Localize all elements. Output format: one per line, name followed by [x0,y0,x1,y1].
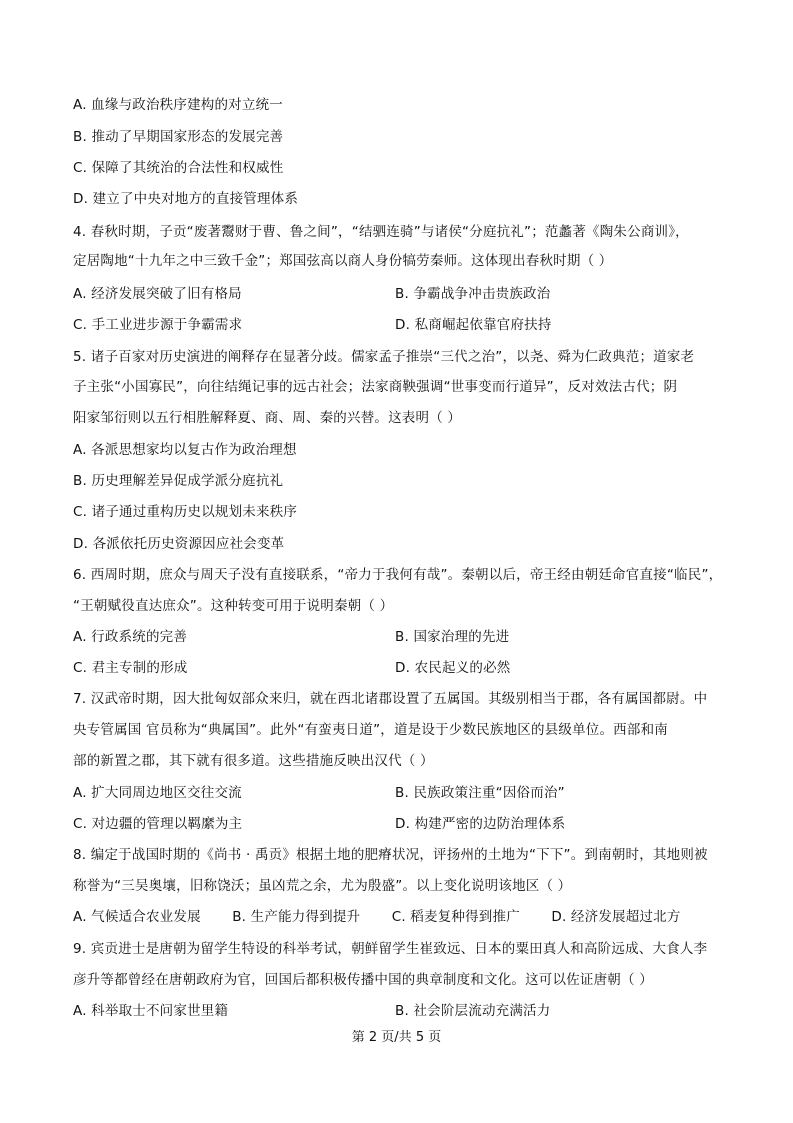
q5-stem-line2: 子主张“小国寡民”，向往结绳记事的远古社会；法家商鞅强调“世事变而行道异”，反对效法古代；阴 [73,379,678,395]
q3-option-d: D. 建立了中央对地方的直接管理体系 [73,191,299,207]
q5-option-d: D. 各派依托历史资源因应社会变革 [73,536,285,552]
q8-options: A. 气候适合农业发展 B. 生产能力得到提升 C. 稻麦复种得到推广 D. 经济发展超过北方 [73,909,681,925]
q4-option-b: B. 争霸战争冲击贵族政治 [395,286,551,302]
q7-option-c: C. 对边疆的管理以羁縻为主 [73,816,243,832]
q9-option-a: A. 科举取士不问家世里籍 [73,1003,229,1019]
q3-option-b: B. 推动了早期国家形态的发展完善 [73,129,284,145]
q9-stem-line1: 9. 宾贡进士是唐朝为留学生特设的科举考试，朝鲜留学生崔致远、日本的粟田真人和高阶远成、大食人李 [73,941,708,957]
q4-option-d: D. 私商崛起依靠官府扶持 [395,317,552,333]
q4-option-c: C. 手工业进步源于争霸需求 [73,317,243,333]
q4-stem-line2: 定居陶地“十九年之中三致千金”；郑国弦高以商人身份犒劳秦师。这体现出春秋时期（ ） [73,253,613,269]
q4-option-a: A. 经济发展突破了旧有格局 [73,286,242,302]
q7-stem-line1: 7. 汉武帝时期，因大批匈奴部众来归，就在西北诸郡设置了五属国。其级别相当于郡，各有属国都尉。中 [73,691,708,707]
q3-option-c: C. 保障了其统治的合法性和权威性 [73,160,284,176]
q6-stem-line1: 6. 西周时期，庶众与周天子没有直接联系，“帝力于我何有哉”。秦朝以后，帝王经由朝廷命官直接“临民”， [73,567,723,583]
q7-stem-line2: 央专管属国 官员称为“典属国”。此外“有蛮夷日道”，道是设于少数民族地区的县级单位。西部和南 [73,722,668,738]
q5-option-a: A. 各派思想家均以复古作为政治理想 [73,442,297,458]
q4-stem-line1: 4. 春秋时期，子贡“废著鬻财于曹、鲁之间”，“结驷连骑”与诸侯“分庭抗礼”；范蠡著《陶朱公商训》， [73,224,689,240]
q5-option-b: B. 历史理解差异促成学派分庭抗礼 [73,473,284,489]
q9-option-b: B. 社会阶层流动充满活力 [395,1003,551,1019]
q3-option-a: A. 血缘与政治秩序建构的对立统一 [73,97,283,113]
q8-stem-line2: 称誉为“三吴奥壤，旧称饶沃；虽凶荒之余，尤为殷盛”。以上变化说明该地区（ ） [73,878,572,894]
page-footer: 第 2 页/共 5 页 [351,1030,442,1045]
q6-option-a: A. 行政系统的完善 [73,629,188,645]
q6-option-d: D. 农民起义的必然 [395,660,511,676]
q7-option-b: B. 民族政策注重“因俗而治” [395,785,565,801]
q6-option-c: C. 君主专制的形成 [73,660,188,676]
q7-stem-line3: 部的新置之郡，其下就有很多道。这些措施反映出汉代（ ） [73,753,434,769]
q6-option-b: B. 国家治理的先进 [395,629,510,645]
q5-option-c: C. 诸子通过重构历史以规划未来秩序 [73,504,298,520]
q9-stem-line2: 彦升等都曾经在唐朝政府为官，回国后都积极传播中国的典章制度和文化。这可以佐证唐朝（ ） [73,972,653,988]
q7-option-a: A. 扩大同周边地区交往交流 [73,785,242,801]
q5-stem-line1: 5. 诸子百家对历史演进的阐释存在显著分歧。儒家孟子推崇“三代之治”，以尧、舜为仁政典范；道家老 [73,349,695,365]
q6-stem-line2: “王朝赋役直达庶众”。这种转变可用于说明秦朝（ ） [73,598,394,614]
q5-stem-line3: 阳家邹衍则以五行相胜解释夏、商、周、秦的兴替。这表明（ ） [73,410,462,426]
q7-option-d: D. 构建严密的边防治理体系 [395,816,566,832]
q8-stem-line1: 8. 编定于战国时期的《尚书 · 禹贡》根据土地的肥瘠状况，评扬州的土地为“下下”。到南朝时，其地则被 [73,847,708,863]
